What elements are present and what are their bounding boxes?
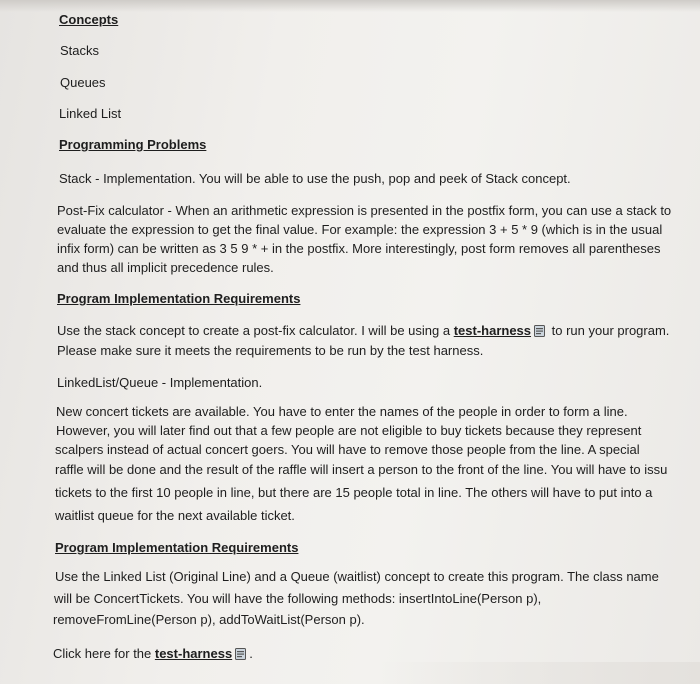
click-here-text: Click here for the	[53, 646, 155, 661]
linkedlist-title: LinkedList/Queue - Implementation.	[57, 375, 263, 390]
linked-line-1: New concert tickets are available. You have to enter the names of the people in order to form a line.	[56, 404, 628, 419]
requirements-line-2: Please make sure it meets the requirements to be run by the test harness.	[57, 343, 484, 358]
stack-implementation-line: Stack - Implementation. You will be able to use the push, pop and peek of Stack concept.	[59, 171, 571, 186]
linked-line-3: scalpers instead of actual concert goers. You will have to remove those people from the line. A special	[55, 442, 640, 457]
postfix-line-4: and thus all implicit precedence rules.	[57, 260, 274, 275]
req2-line-3: removeFromLine(Person p), addToWaitList(Person p).	[53, 612, 365, 627]
concepts-heading: Concepts	[59, 12, 119, 27]
page-fold-shadow	[380, 662, 700, 684]
click-here-end: .	[249, 646, 253, 661]
document-icon[interactable]	[534, 325, 545, 337]
concept-item-queues: Queues	[60, 75, 106, 90]
requirements-line-1-end: to run your program.	[548, 323, 670, 338]
requirements-heading-2: Program Implementation Requirements	[55, 540, 299, 555]
postfix-line-1: Post-Fix calculator - When an arithmetic expression is presented in the postfix form, you can use a stack to	[57, 203, 672, 218]
req2-line-2: will be ConcertTickets. You will have the following methods: insertIntoLine(Person p),	[54, 591, 542, 606]
req2-line-1: Use the Linked List (Original Line) and a Queue (waitlist) concept to create this program. The class name	[55, 569, 659, 584]
document-icon-2[interactable]	[235, 648, 246, 660]
requirements-line-1	[57, 321, 669, 341]
test-harness-link[interactable]: test-harness	[453, 323, 532, 338]
linked-line-2: However, you will later find out that a few people are not eligible to buy tickets because they represent	[56, 423, 642, 438]
programming-problems-heading: Programming Problems	[59, 137, 207, 152]
click-here-line	[53, 644, 253, 664]
concept-item-linked-list: Linked List	[59, 106, 122, 121]
linked-line-5: tickets to the first 10 people in line, but there are 15 people total in line. The others will have to put into a	[55, 485, 653, 500]
requirements-heading-1: Program Implementation Requirements	[57, 291, 301, 306]
concept-item-stacks: Stacks	[60, 43, 100, 58]
requirements-line-1-text: Use the stack concept to create a post-fix calculator. I will be using a	[57, 323, 454, 338]
linked-line-4: raffle will be done and the result of the raffle will insert a person to the front of the line. You will have to issu	[55, 462, 668, 477]
linked-line-6: waitlist queue for the next available ticket.	[55, 508, 295, 523]
test-harness-link-2[interactable]: test-harness	[154, 646, 233, 661]
postfix-line-2: evaluate the expression to get the final value. For example: the expression 3 + 5 * 9 (which is in the usual	[57, 222, 663, 237]
postfix-line-3: infix form) can be written as 3 5 9 * + in the postfix. More interestingly, post form removes all parentheses	[57, 241, 661, 256]
